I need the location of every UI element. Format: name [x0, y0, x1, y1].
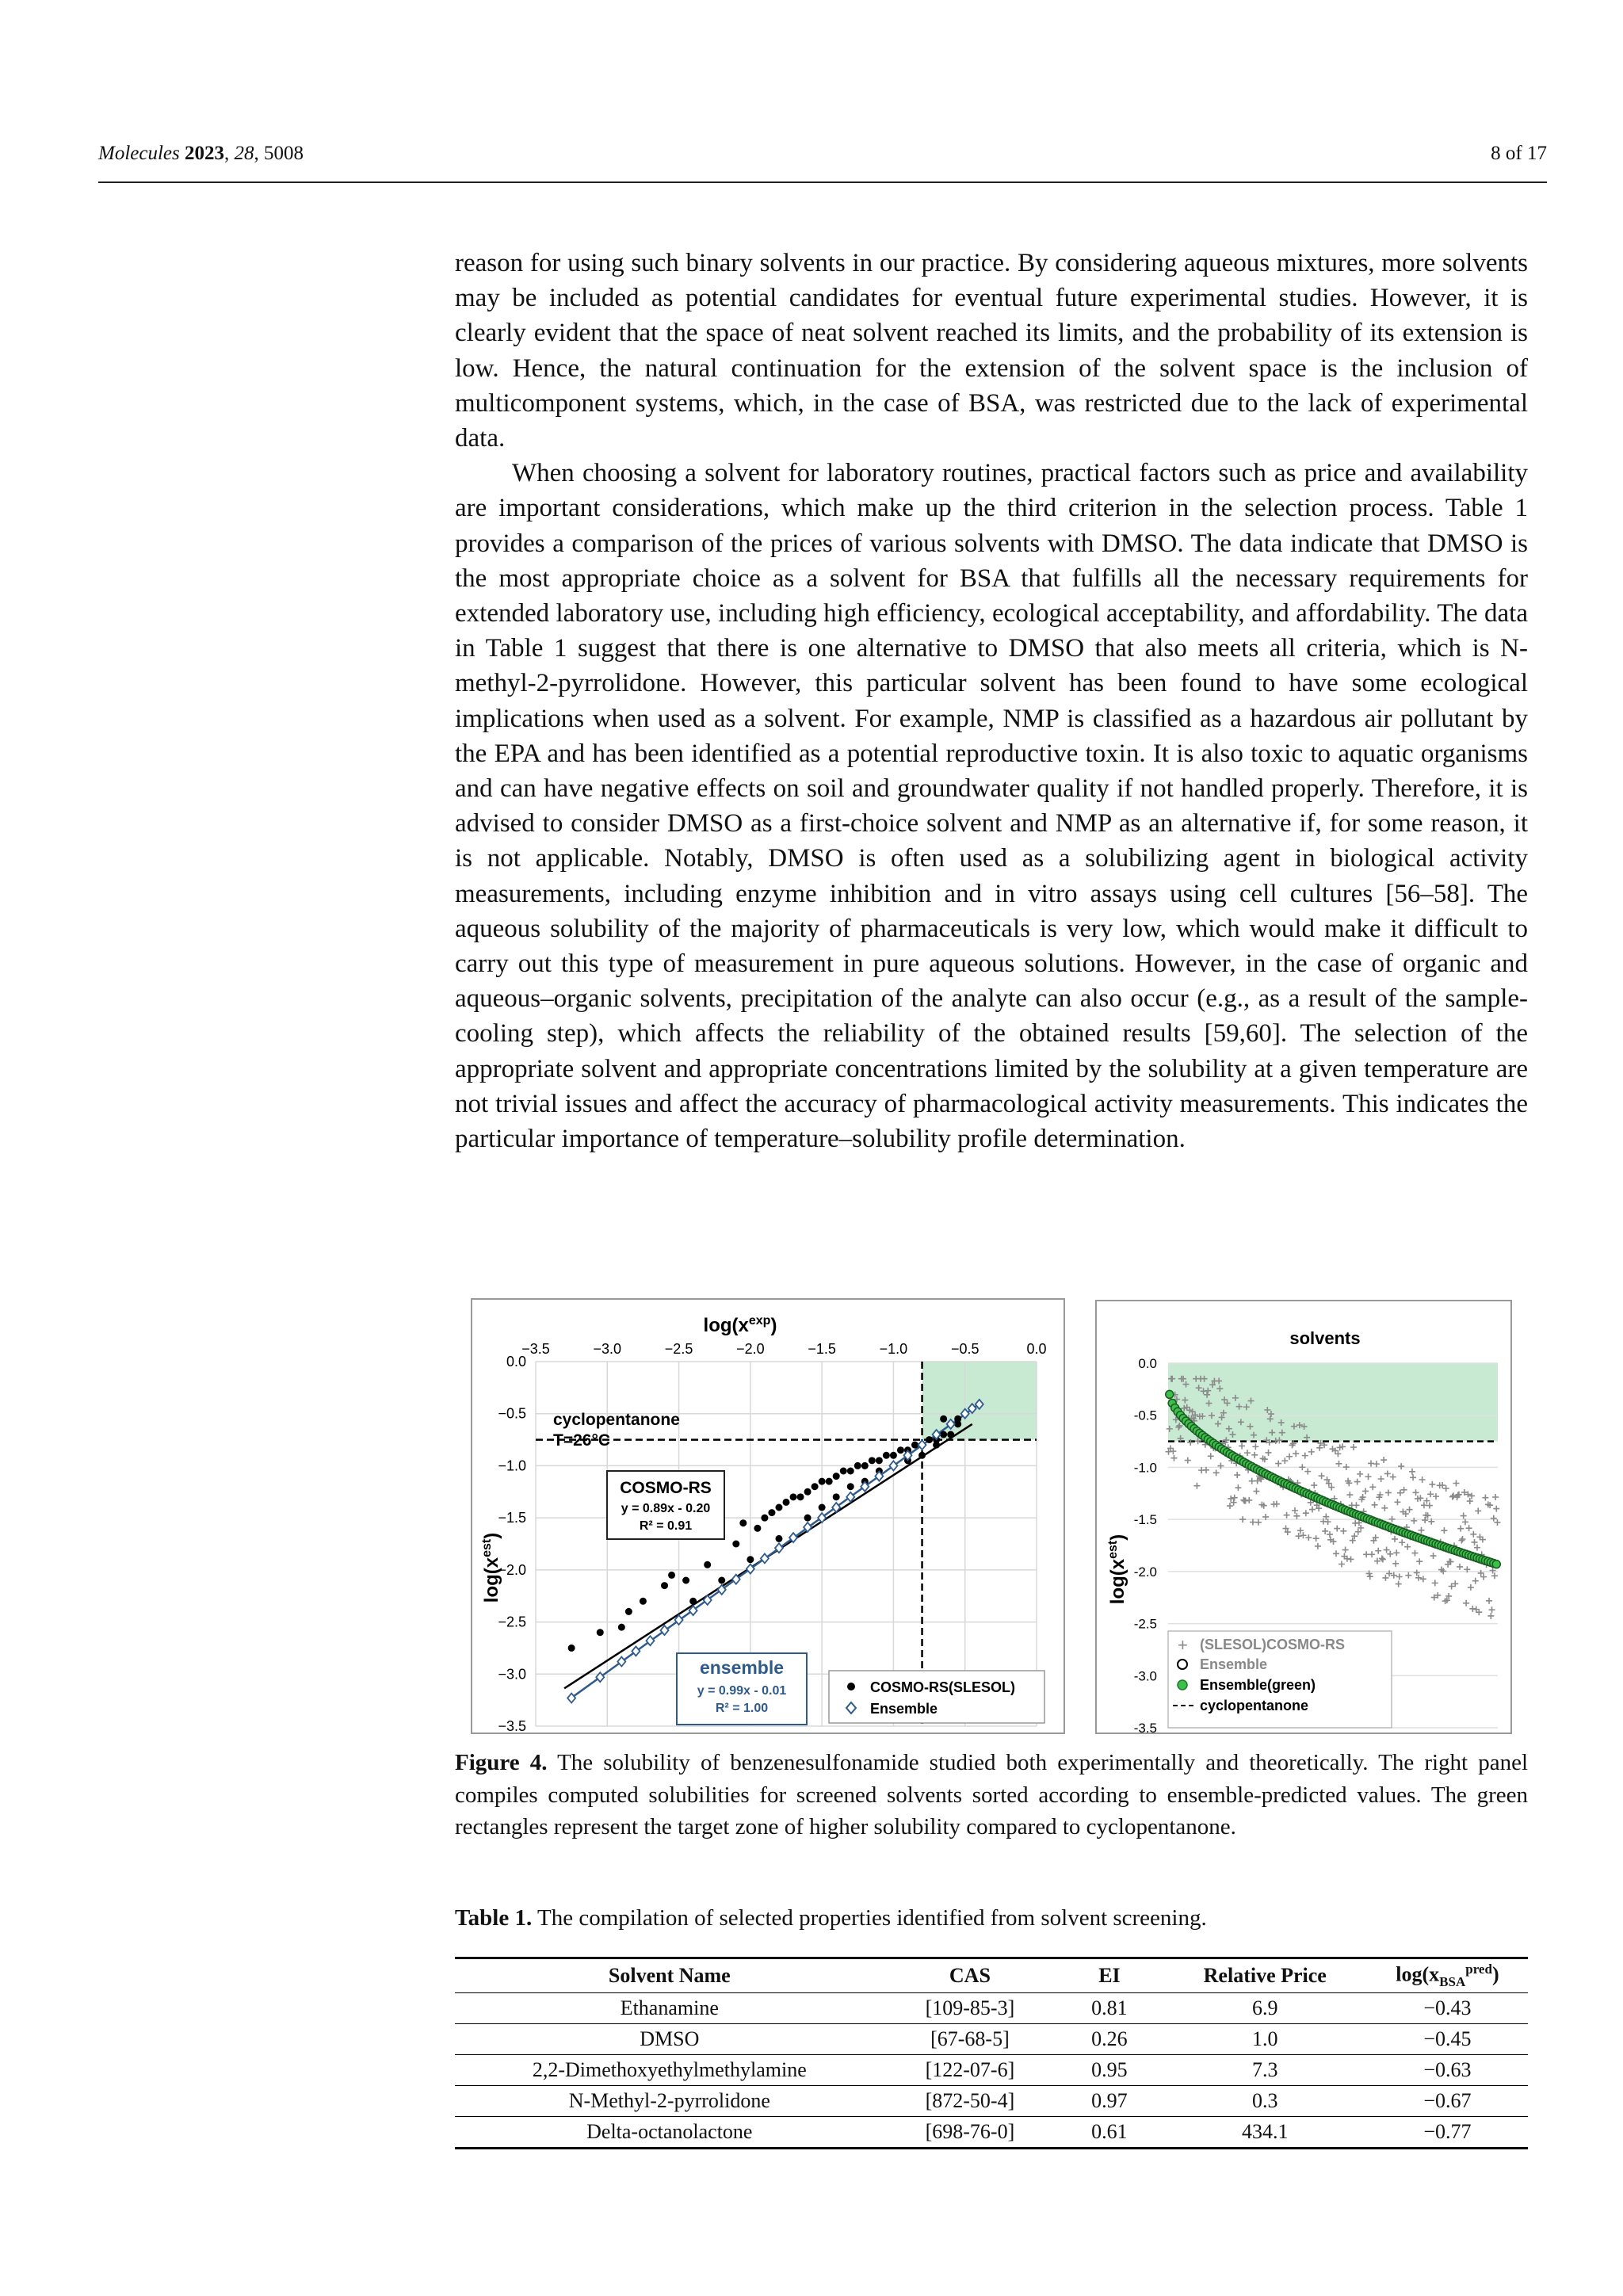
- cosmo-box-title: COSMO-RS: [620, 1479, 712, 1497]
- data-point-cosmo: [568, 1645, 575, 1652]
- y-tick-label: -3.0: [1133, 1668, 1157, 1684]
- legend-marker-green: [1178, 1680, 1187, 1690]
- data-point-cosmo: [739, 1519, 747, 1526]
- temperature-annotation: T=26°C: [553, 1431, 611, 1450]
- x-tick-label: −1.0: [879, 1341, 908, 1357]
- legend-label-ensemble: Ensemble: [1200, 1656, 1268, 1672]
- data-point-cosmo: [775, 1504, 782, 1511]
- data-point-cosmo: [819, 1478, 826, 1485]
- y-tick-label: −2.0: [498, 1561, 526, 1578]
- y-tick-label: −3.0: [498, 1666, 526, 1683]
- data-point-cosmo: [883, 1452, 890, 1459]
- data-point-cosmo: [869, 1457, 876, 1464]
- paragraph: When choosing a solvent for laboratory routines, practical factors such as price and availability are important considerations, which make up the third criterion in the selection process. Table 1 provides a comparison of the prices of various solvents with DMSO. The data indicate that DMSO is the most appropriate choice as a solvent for BSA that fulfills all the necessary requirements for extended laboratory use, including high efficiency, ecological acceptability, and affordability. The data in Table 1 suggest that there is one alternative to DMSO that also meets all criteria, which is N-methyl-2-pyrrolidone. However, this particular solvent has been found to have some ecological implications when used as a solvent. For example, NMP is classified as a hazardous air pollutant by the EPA and has been identified as a potential reproductive toxin. It is also toxic to aquatic organisms and can have negative effects on soil and groundwater quality if not handled properly. Therefore, it is advised to consider DMSO as a first-choice solvent and NMP as an alternative if, for some reason, it is not applicable. Notably, DMSO is often used as a solubilizing agent in biological activity measurements, including enzyme inhibition and in vitro assays using cell cultures [56–58]. The aqueous solubility of the majority of pharmaceuticals is very low, which would make it difficult to carry out this type of measurement in pure aqueous solutions. However, in the case of organic and aqueous–organic solvents, precipitation of the analyte can also occur (e.g., as a result of the sample-cooling step), which affects the reliability of the obtained results [59,60]. The selection of the appropriate solvent and appropriate concentrations limited by the solubility at a given temperature are not trivial issues and affect the accuracy of pharmacological activity measurements. This indicates the particular importance of temperature–solubility profile determination.: [455, 459, 1528, 1154]
- data-point-cosmo: [661, 1582, 668, 1589]
- table-caption: Table 1. The compilation of selected properties identified from solvent screening.: [455, 1905, 1207, 1931]
- data-point-cosmo: [812, 1483, 819, 1490]
- x-tick-label: 0.0: [1026, 1341, 1047, 1357]
- page-header: [98, 143, 1547, 165]
- data-point-cosmo: [826, 1478, 833, 1485]
- y-tick-label: -2.0: [1133, 1564, 1157, 1580]
- data-point-cosmo: [704, 1561, 711, 1568]
- data-point-cosmo: [682, 1577, 689, 1584]
- body-text: [455, 246, 1528, 1156]
- y-tick-label: −2.5: [498, 1614, 526, 1630]
- data-point-cosmo: [804, 1515, 812, 1522]
- col-log-xbsa: $\log(x_{BSA}^{pred})$: [1367, 1958, 1528, 1993]
- data-point-cosmo: [940, 1415, 947, 1423]
- data-point-cosmo: [689, 1598, 697, 1605]
- solvent-annotation: cyclopentanone: [553, 1411, 680, 1429]
- y-tick-label: -1.5: [1133, 1512, 1157, 1528]
- x-tick-label: −0.5: [950, 1341, 980, 1357]
- data-point-cosmo: [625, 1608, 632, 1615]
- x-tick-label: −3.0: [593, 1341, 622, 1357]
- y-tick-label: -3.5: [1133, 1721, 1157, 1734]
- legend-label-green: Ensemble(green): [1200, 1677, 1316, 1693]
- cosmo-box-r2: R² = 0.91: [639, 1519, 693, 1533]
- data-point-cosmo: [840, 1468, 847, 1475]
- legend-label-cosmo: COSMO-RS(SLESOL): [870, 1679, 1015, 1695]
- col-relative-price: Relative Price: [1163, 1958, 1367, 1993]
- figure-caption: Figure 4. The solubility of benzenesulfonamide studied both experimentally and theoretically. The right panel compiles computed solubilities for screened solvents sorted according to ensemble-predicted values. The green rectangles represent the target zone of higher solubility compared to cyclopentanone.: [455, 1750, 1528, 1839]
- data-point-ensemble: [1166, 1390, 1174, 1398]
- legend-label-cross: (SLESOL)COSMO-RS: [1200, 1637, 1345, 1652]
- data-point-cosmo: [775, 1535, 782, 1542]
- data-point-cosmo: [783, 1499, 790, 1506]
- y-tick-label: −1.0: [498, 1457, 526, 1474]
- y-tick-label: -0.5: [1133, 1408, 1157, 1423]
- legend-marker-cross: +: [1178, 1635, 1188, 1655]
- data-point-cosmo: [918, 1452, 926, 1459]
- data-point-cosmo: [797, 1493, 804, 1500]
- table-row: Delta-octanolactone [698-76-0] 0.61 434.1 −0.77: [455, 2116, 1528, 2148]
- table-row: Ethanamine [109-85-3] 0.81 6.9 −0.43: [455, 1992, 1528, 2023]
- y-axis-label: $\log(x^{est})$: [480, 1532, 502, 1603]
- x-tick-label: −3.5: [521, 1341, 550, 1357]
- legend-marker-cosmo: [847, 1683, 855, 1690]
- data-point-cosmo: [790, 1493, 797, 1500]
- x-axis-label: $\log(x^{exp})$: [703, 1314, 777, 1336]
- data-point-cosmo: [897, 1446, 904, 1454]
- properties-table: [455, 1957, 1528, 2149]
- chart-title: solvents: [1289, 1328, 1361, 1348]
- y-tick-label: 0.0: [506, 1354, 526, 1370]
- data-point-cosmo: [668, 1572, 675, 1579]
- data-point-cosmo: [833, 1493, 840, 1500]
- target-zone: [1168, 1363, 1498, 1442]
- legend-label-cyclopentanone: cyclopentanone: [1200, 1698, 1309, 1713]
- data-point-cosmo: [768, 1509, 775, 1516]
- data-point-cosmo: [597, 1629, 604, 1636]
- data-point-cosmo: [947, 1431, 954, 1438]
- y-axis-label: $\log(x^{est})$: [1106, 1534, 1128, 1605]
- ensemble-box-title: ensemble: [699, 1657, 785, 1678]
- data-point-cosmo: [718, 1577, 725, 1584]
- data-point-cosmo: [747, 1556, 754, 1563]
- data-point-cosmo: [732, 1541, 739, 1548]
- col-solvent-name: Solvent Name: [455, 1958, 884, 1993]
- data-point-cosmo: [890, 1452, 897, 1459]
- data-point-cosmo: [847, 1483, 854, 1490]
- col-ei: EI: [1056, 1958, 1163, 1993]
- data-point-cosmo: [819, 1504, 826, 1511]
- x-tick-label: −2.5: [664, 1341, 693, 1357]
- data-point-cosmo: [804, 1488, 812, 1496]
- y-tick-label: -2.5: [1133, 1616, 1157, 1632]
- y-tick-label: −0.5: [498, 1405, 526, 1422]
- table-row: N-Methyl-2-pyrrolidone [872-50-4] 0.97 0.3 −0.67: [455, 2085, 1528, 2116]
- data-point-ensemble: [1492, 1561, 1500, 1568]
- data-point-cosmo: [876, 1457, 883, 1464]
- header-rule: [98, 181, 1547, 183]
- table-row: DMSO [67-68-5] 0.26 1.0 −0.45: [455, 2023, 1528, 2054]
- data-point-cosmo: [640, 1598, 647, 1605]
- y-tick-label: −3.5: [498, 1718, 526, 1734]
- y-tick-label: -1.0: [1133, 1460, 1157, 1476]
- page-number: 8 of 17: [1491, 143, 1547, 164]
- data-point-cosmo: [761, 1515, 768, 1522]
- journal-citation: Molecules 2023, 28, 5008: [98, 143, 304, 164]
- ensemble-box-equation: y = 0.99x - 0.01: [697, 1684, 787, 1698]
- data-point-cosmo: [833, 1473, 840, 1480]
- y-tick-label: 0.0: [1138, 1356, 1157, 1371]
- data-point-cosmo: [933, 1442, 940, 1449]
- x-tick-label: −2.0: [736, 1341, 765, 1357]
- table-row: 2,2-Dimethoxyethylmethylamine [122-07-6] 0.95 7.3 −0.63: [455, 2054, 1528, 2085]
- chart-right: [1095, 1300, 1512, 1734]
- data-point-cosmo: [854, 1462, 861, 1469]
- ensemble-box-r2: R² = 1.00: [715, 1702, 769, 1715]
- data-point-cosmo: [754, 1525, 761, 1532]
- cosmo-box-equation: y = 0.89x - 0.20: [621, 1502, 711, 1515]
- data-point-cosmo: [618, 1624, 625, 1631]
- data-point-cosmo: [847, 1468, 854, 1475]
- col-cas: CAS: [884, 1958, 1056, 1993]
- y-tick-label: −1.5: [498, 1510, 526, 1526]
- legend-label-ensemble: Ensemble: [870, 1701, 938, 1717]
- chart-left: [471, 1298, 1065, 1734]
- paragraph: reason for using such binary solvents in our practice. By considering aqueous mixtures, more solvents may be included as potential candidates for eventual future experimental studies. However, it is clearly evident that the space of neat solvent reached its limits, and the probability of its extension is low. Hence, the natural continuation for the extension of the solvent space is the inclusion of multicomponent systems, which, in the case of BSA, was restricted due to the lack of experimental data.: [455, 249, 1528, 453]
- data-point-cosmo: [861, 1462, 869, 1469]
- legend-marker-ensemble: [1178, 1660, 1187, 1669]
- table-header-row: [455, 1958, 1528, 1993]
- data-point-cosmo: [926, 1436, 933, 1443]
- x-tick-label: −1.5: [808, 1341, 836, 1357]
